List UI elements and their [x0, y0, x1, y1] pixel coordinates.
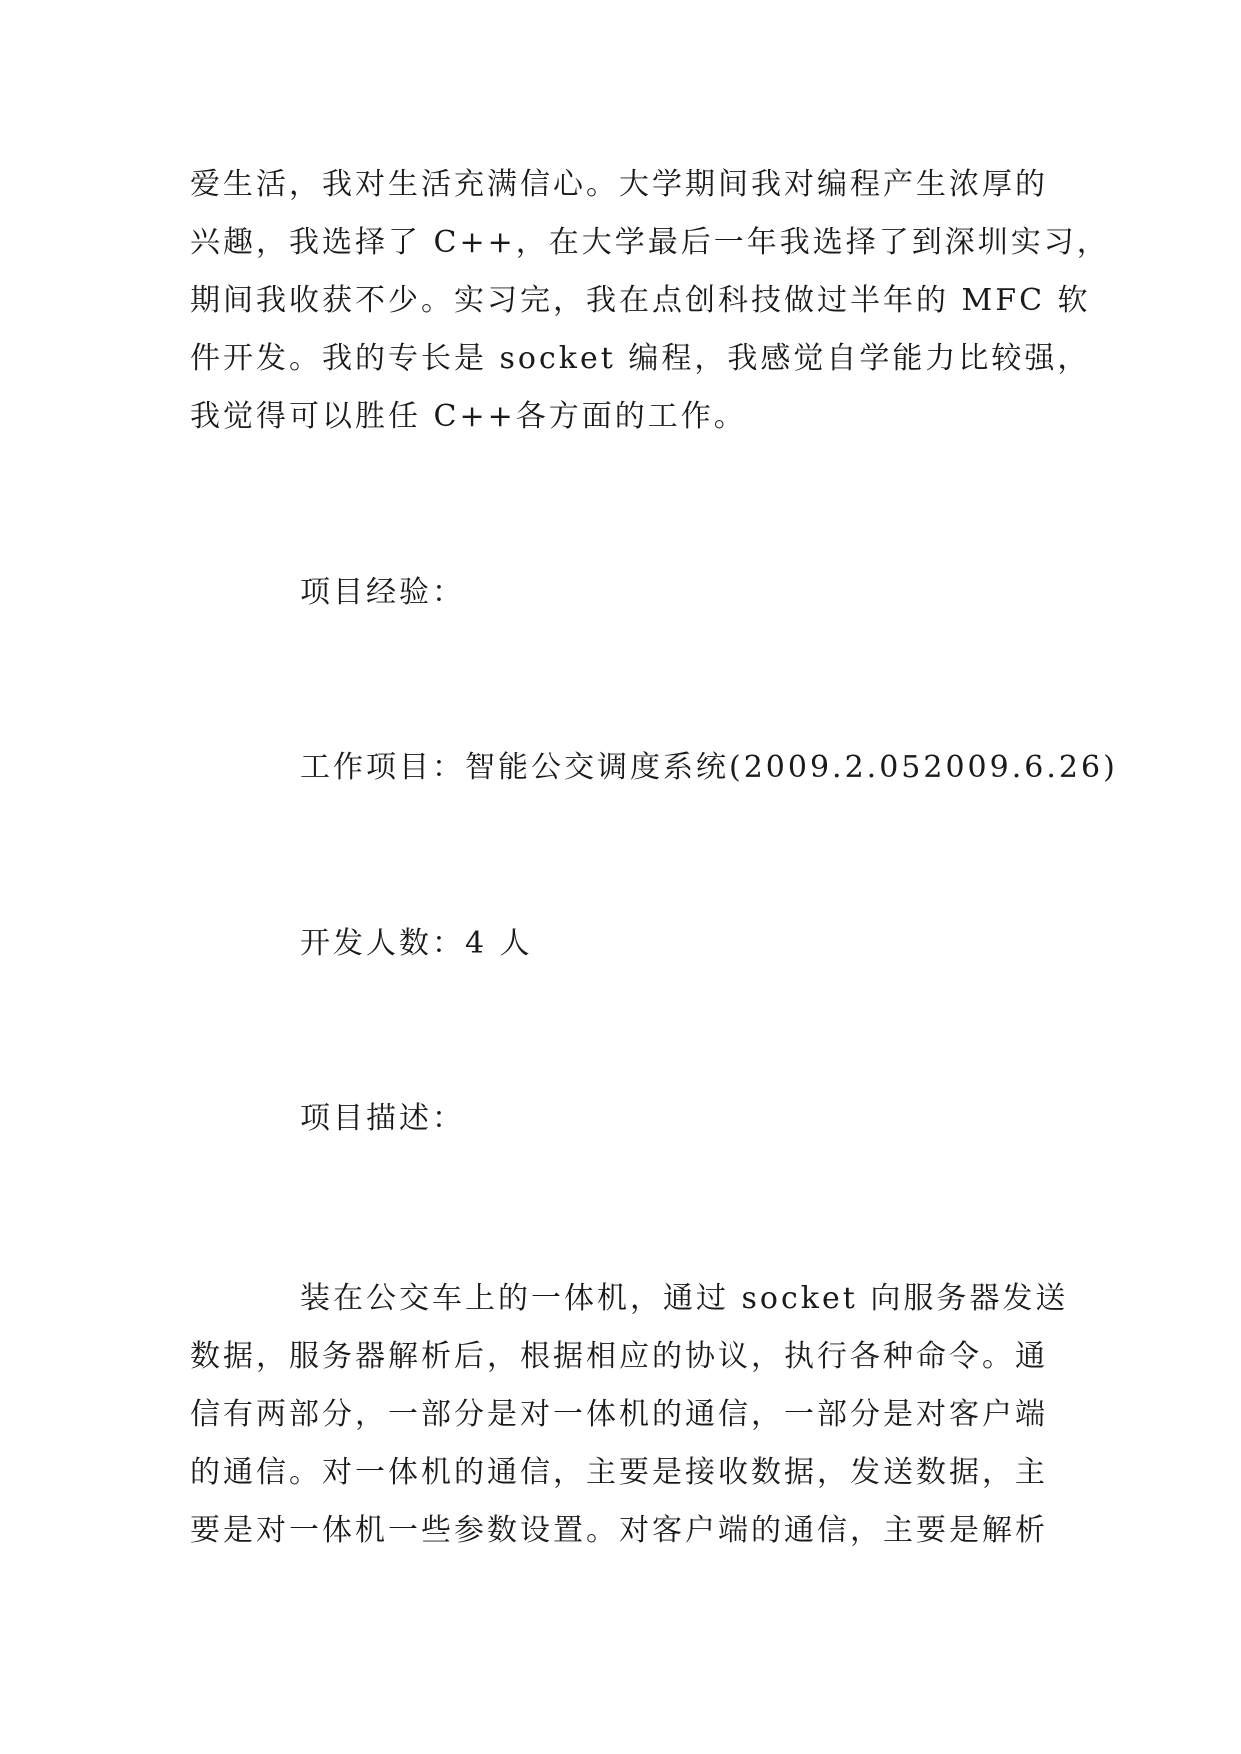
- description-line: 的通信。对一体机的通信，主要是接收数据，发送数据，主: [190, 1455, 1048, 1490]
- intro-paragraph: [190, 156, 1110, 446]
- intro-line: 我觉得可以胜任 C++各方面的工作。: [190, 399, 747, 434]
- description-line: 数据，服务器解析后，根据相应的协议，执行各种命令。通: [190, 1339, 1048, 1374]
- intro-line: 爱生活，我对生活充满信心。大学期间我对编程产生浓厚的: [190, 167, 1048, 202]
- description-line: 信有两部分，一部分是对一体机的通信，一部分是对客户端: [190, 1397, 1048, 1432]
- intro-line: 期间我收获不少。实习完，我在点创科技做过半年的 MFC 软: [190, 283, 1091, 318]
- description-line: 装在公交车上的一体机，通过 socket 向服务器发送: [300, 1281, 1069, 1316]
- description-heading: 项目描述：: [300, 1101, 465, 1136]
- intro-line: 件开发。我的专长是 socket 编程，我感觉自学能力比较强，: [190, 341, 1091, 376]
- description-line: 要是对一体机一些参数设置。对客户端的通信，主要是解析: [190, 1513, 1048, 1548]
- intro-line: 兴趣，我选择了 C++，在大学最后一年我选择了到深圳实习，: [190, 225, 1110, 260]
- description-paragraph: [190, 1270, 1070, 1560]
- project-experience-heading: 项目经验：: [300, 575, 465, 610]
- team-size: 开发人数：4 人: [300, 926, 533, 961]
- project-title: 工作项目：智能公交调度系统(2009.2.052009.6.26): [300, 750, 1118, 785]
